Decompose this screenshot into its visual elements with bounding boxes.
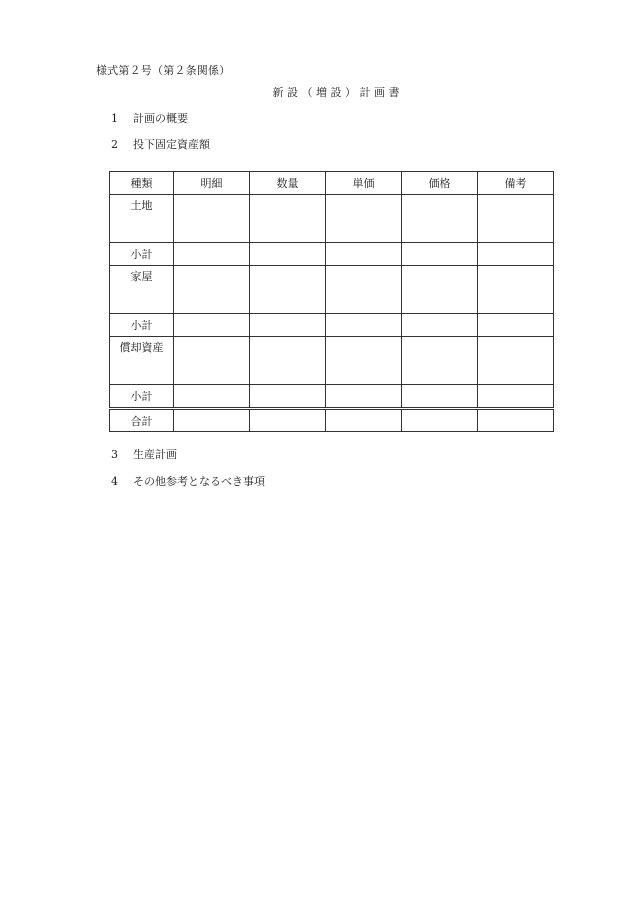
remarks-cell[interactable] <box>478 243 554 266</box>
details-cell[interactable] <box>174 385 250 409</box>
unit-price-cell[interactable] <box>326 195 402 243</box>
quantity-cell[interactable] <box>250 314 326 337</box>
table-row-land <box>110 195 554 243</box>
subtotal-label: 小計 <box>110 314 174 337</box>
table-header-row <box>110 172 554 195</box>
section-number: 1 <box>111 112 118 125</box>
quantity-cell[interactable] <box>250 337 326 385</box>
unit-price-cell[interactable] <box>326 243 402 266</box>
section-2-heading <box>111 138 210 152</box>
unit-price-cell[interactable] <box>326 385 402 409</box>
price-cell[interactable] <box>402 409 478 432</box>
section-4-heading <box>111 475 265 489</box>
section-number: 2 <box>111 138 118 151</box>
category-cell: 家屋 <box>110 266 174 314</box>
section-label: 投下固定資産額 <box>133 138 210 151</box>
header-type: 種類 <box>110 172 174 195</box>
quantity-cell[interactable] <box>250 266 326 314</box>
header-price: 価格 <box>402 172 478 195</box>
form-number-label: 様式第２号（第２条関係） <box>96 64 231 77</box>
quantity-cell[interactable] <box>250 385 326 409</box>
price-cell[interactable] <box>402 385 478 409</box>
price-cell[interactable] <box>402 314 478 337</box>
details-cell[interactable] <box>174 314 250 337</box>
table-row-subtotal <box>110 243 554 266</box>
price-cell[interactable] <box>402 195 478 243</box>
details-cell[interactable] <box>174 243 250 266</box>
remarks-cell[interactable] <box>478 409 554 432</box>
remarks-cell[interactable] <box>478 385 554 409</box>
quantity-cell[interactable] <box>250 409 326 432</box>
remarks-cell[interactable] <box>478 314 554 337</box>
section-label: その他参考となるべき事項 <box>133 475 265 488</box>
header-unit-price: 単価 <box>326 172 402 195</box>
unit-price-cell[interactable] <box>326 409 402 432</box>
header-details: 明細 <box>174 172 250 195</box>
price-cell[interactable] <box>402 266 478 314</box>
quantity-cell[interactable] <box>250 243 326 266</box>
section-1-heading <box>111 112 188 126</box>
total-label: 合計 <box>110 409 174 432</box>
section-3-heading <box>111 448 177 462</box>
header-remarks: 備考 <box>478 172 554 195</box>
details-cell[interactable] <box>174 266 250 314</box>
price-cell[interactable] <box>402 337 478 385</box>
fixed-asset-table <box>109 171 554 432</box>
section-number: 3 <box>111 448 118 461</box>
remarks-cell[interactable] <box>478 195 554 243</box>
section-label: 計画の概要 <box>133 112 188 125</box>
quantity-cell[interactable] <box>250 195 326 243</box>
section-number: 4 <box>111 475 118 488</box>
unit-price-cell[interactable] <box>326 266 402 314</box>
header-quantity: 数量 <box>250 172 326 195</box>
table-row-subtotal <box>110 385 554 409</box>
remarks-cell[interactable] <box>478 337 554 385</box>
document-title <box>0 86 630 100</box>
table-row-total <box>110 409 554 432</box>
details-cell[interactable] <box>174 337 250 385</box>
category-cell: 土地 <box>110 195 174 243</box>
category-cell: 償却資産 <box>110 337 174 385</box>
subtotal-label: 小計 <box>110 243 174 266</box>
remarks-cell[interactable] <box>478 266 554 314</box>
section-label: 生産計画 <box>133 448 177 461</box>
subtotal-label: 小計 <box>110 385 174 409</box>
price-cell[interactable] <box>402 243 478 266</box>
unit-price-cell[interactable] <box>326 314 402 337</box>
unit-price-cell[interactable] <box>326 337 402 385</box>
table-row-building <box>110 266 554 314</box>
details-cell[interactable] <box>174 195 250 243</box>
document-title-text: 新 設 （ 増 設 ） 計 画 書 <box>272 86 400 99</box>
details-cell[interactable] <box>174 409 250 432</box>
table-row-subtotal <box>110 314 554 337</box>
table-row-depreciable-assets <box>110 337 554 385</box>
